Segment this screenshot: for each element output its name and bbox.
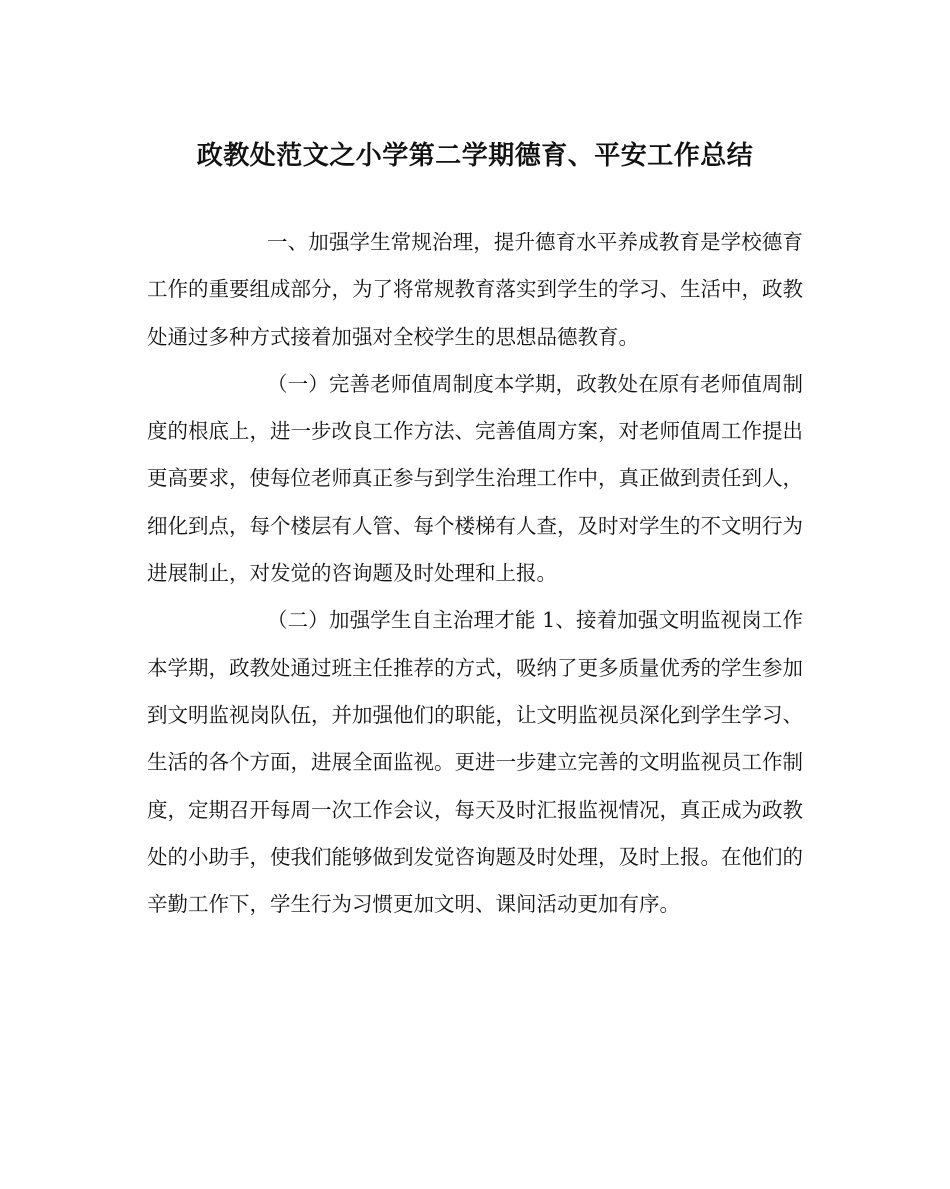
paragraph-2: （一）完善老师值周制度本学期，政教处在原有老师值周制度的根底上，进一步改良工作方法、完善值周方案，对老师值周工作提出更高要求，使每位老师真正参与到学生治理工作中，真正做到责任到人，细化到点，每个楼层有人管、每个楼梯有人查，及时对学生的不文明行为进展制止，对发觉的咨询题及时处理和上报。: [147, 371, 803, 586]
document-body: [147, 219, 803, 928]
document-title: 政教处范文之小学第二学期德育、平安工作总结: [196, 141, 754, 171]
paragraph-3: （二）加强学生自主治理才能 1、接着加强文明监视岗工作本学期，政教处通过班主任推荐的方式，吸纳了更多质量优秀的学生参加到文明监视岗队伍，并加强他们的职能，让文明监视员深化到学生学习、生活的各个方面，进展全面监视。更进一步建立完善的文明监视员工作制度，定期召开每周一次工作会议，每天及时汇报监视情况，真正成为政教处的小助手，使我们能够做到发觉咨询题及时处理，及时上报。在他们的辛勤工作下，学生行为习惯更加文明、课间活动更加有序。: [147, 608, 803, 917]
paragraph-1: 一、加强学生常规治理，提升德育水平养成教育是学校德育工作的重要组成部分，为了将常规教育落实到学生的学习、生活中，政教处通过多种方式接着加强对全校学生的思想品德教育。: [147, 230, 803, 349]
